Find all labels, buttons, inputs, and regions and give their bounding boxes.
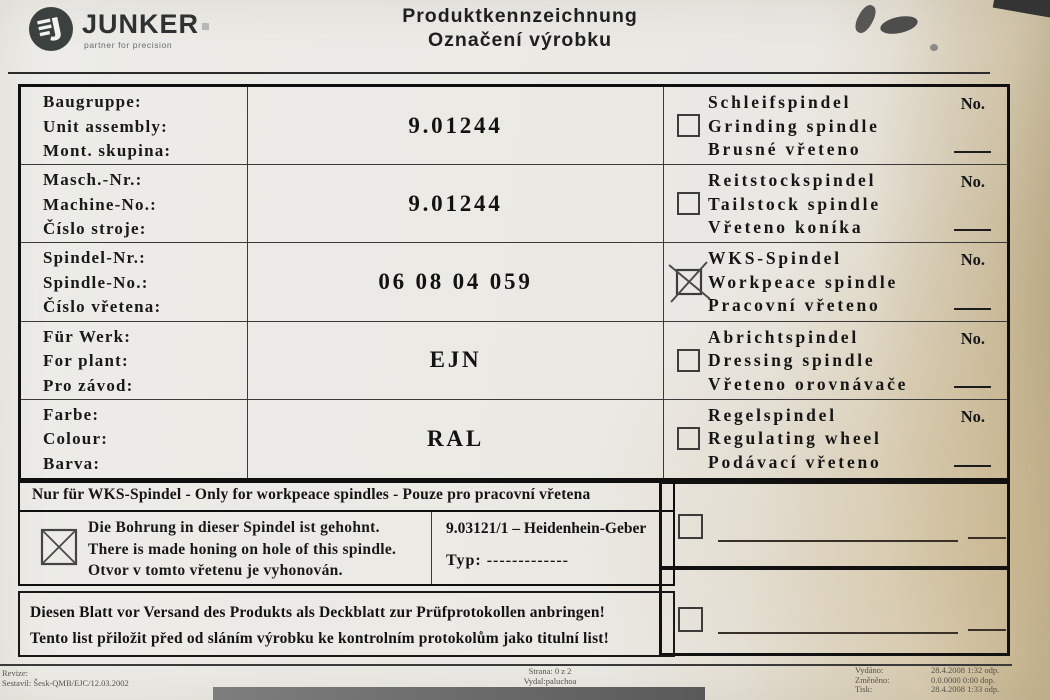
no-blank-line	[954, 308, 991, 310]
field-value: 9.01244	[408, 112, 503, 138]
no-blank-line	[954, 465, 991, 467]
option-label: Reitstockspindel	[708, 170, 877, 191]
page-line: Strana: 0 z 2	[528, 666, 572, 676]
brand-wordmark: JUNKER	[82, 9, 200, 39]
field-labels	[21, 243, 248, 320]
author-line: Sestavil: Šesk-QMB/EJC/12.03.2002	[2, 677, 129, 688]
spindle-option-labels	[708, 404, 882, 475]
field-value: 9.01244	[408, 190, 503, 216]
spindle-option-tailstock	[664, 165, 1007, 243]
checkbox-checked-icon	[40, 528, 78, 566]
checkbox-unchecked-icon	[678, 607, 703, 632]
field-label: Masch.-Nr.:	[43, 170, 143, 190]
option-label: Grinding spindle	[708, 115, 880, 136]
spindle-option-labels	[708, 91, 880, 162]
instruction-line-de: Diesen Blatt vor Versand des Produkts als Deckblatt zur Prüfprotokollen anbringen!	[30, 604, 606, 621]
encoder-cell	[432, 512, 673, 584]
field-row-machine-no	[21, 165, 663, 243]
registered-trademark-icon	[202, 23, 209, 30]
no-blank-line	[954, 151, 991, 153]
honing-line-en: There is made honing on hole of this spindle.	[88, 540, 397, 558]
option-label: Dressing spindle	[708, 350, 876, 371]
no-label: No.	[960, 172, 985, 192]
scan-stain	[879, 13, 919, 37]
instruction-note	[18, 591, 675, 657]
spindle-option-workpiece	[664, 243, 1007, 321]
form-title-de: Produktkennzeichnung	[402, 5, 638, 27]
field-row-spindle-no	[21, 243, 663, 321]
spindle-option-grinding	[664, 87, 1007, 165]
checkbox-unchecked-icon	[677, 192, 700, 215]
blank-write-line-short	[968, 537, 1006, 539]
form-title	[350, 4, 690, 52]
issued-label: Vydáno:	[855, 665, 884, 675]
honing-note-text	[88, 517, 396, 582]
issued-value: 28.4.2008 1:32 odp.	[931, 665, 1000, 675]
scan-stain	[930, 44, 938, 51]
field-labels	[21, 322, 248, 399]
field-label: Mont. skupina:	[43, 141, 172, 160]
no-blank-line	[954, 229, 991, 231]
field-label: Farbe:	[43, 404, 100, 424]
footer-dates-block	[855, 666, 999, 695]
option-label: Pracovní vřeteno	[708, 295, 881, 316]
field-row-for-plant	[21, 322, 663, 400]
spindle-option-regulating	[664, 400, 1007, 478]
checkbox-crossed-icon	[666, 259, 712, 305]
option-label: Abrichtspindel	[708, 326, 860, 347]
printed-label: Tisk:	[855, 684, 873, 694]
option-label: Vřeteno koníka	[708, 217, 864, 238]
spindle-option-labels	[708, 169, 881, 240]
field-label: Číslo stroje:	[43, 219, 147, 239]
field-label: For plant:	[43, 351, 129, 371]
blank-write-line-short	[968, 629, 1006, 631]
field-label: Colour:	[43, 429, 109, 449]
no-label: No.	[960, 250, 985, 270]
option-label: Vřeteno orovnávače	[708, 373, 909, 394]
scan-background-edge	[213, 687, 705, 700]
field-labels	[21, 400, 248, 478]
field-value: RAL	[427, 425, 484, 451]
product-id-table	[18, 84, 1010, 481]
field-row-unit-assembly	[21, 87, 663, 165]
field-label: Číslo vřetena:	[43, 297, 162, 317]
honing-line-cs: Otvor v tomto vřetenu je vyhonován.	[88, 562, 343, 579]
field-value: EJN	[429, 347, 482, 373]
field-label: Unit assembly:	[43, 116, 168, 136]
option-label: Workpeace spindle	[708, 271, 899, 292]
option-label: Brusné vřeteno	[708, 139, 862, 159]
blank-write-line	[718, 632, 958, 634]
scan-stain	[993, 0, 1050, 18]
field-label: Pro závod:	[43, 375, 134, 395]
spindle-option-labels	[708, 247, 898, 318]
footer-revision-block	[2, 669, 129, 688]
no-blank-line	[954, 386, 991, 388]
field-labels	[21, 165, 248, 242]
checkbox-unchecked-icon	[677, 349, 700, 372]
honing-note-cell	[20, 512, 432, 584]
honing-line-de: Die Bohrung in dieser Spindel ist gehohnt.	[88, 519, 380, 536]
checkbox-unchecked-icon	[678, 514, 703, 539]
field-label: Barva:	[43, 453, 101, 473]
field-label: Spindle-No.:	[43, 272, 149, 292]
changed-label: Změněno:	[855, 674, 890, 685]
type-field: Typ: -------------	[446, 552, 569, 569]
honing-section	[18, 510, 675, 586]
brand-tagline: partner for precision	[84, 40, 173, 50]
changed-value: 0.0.0000 0:00 dop.	[931, 674, 995, 685]
option-label: Regelspindel	[708, 404, 837, 425]
field-column	[21, 87, 663, 478]
option-label: Regulating wheel	[708, 428, 882, 449]
option-label: Schleifspindel	[708, 92, 852, 112]
no-label: No.	[960, 328, 985, 348]
junker-logo-icon	[27, 5, 75, 58]
field-label: Machine-No.:	[43, 194, 158, 214]
encoder-reference: 9.03121/1 – Heidenhein-Geber	[446, 520, 647, 537]
option-label: Tailstock spindle	[708, 193, 881, 214]
revision-label: Revize:	[2, 668, 28, 678]
spindle-option-dressing	[664, 322, 1007, 400]
scan-stain	[852, 2, 879, 36]
field-row-colour	[21, 400, 663, 478]
printed-value: 28.4.2008 1:33 odp.	[931, 684, 1000, 694]
instruction-line-cs: Tento list přiložit před od sláním výrobku ke kontrolním protokolům jako titulní list!	[30, 630, 610, 647]
field-label: Spindel-Nr.:	[43, 248, 147, 268]
blank-write-line	[718, 540, 958, 542]
blank-option-row	[659, 481, 1010, 569]
spindle-type-column	[663, 87, 1007, 478]
form-title-cs: Označení výrobku	[428, 29, 612, 51]
no-label: No.	[960, 94, 985, 113]
option-label: Podávací vřeteno	[708, 451, 882, 472]
no-label: No.	[960, 406, 985, 426]
blank-option-row	[659, 567, 1010, 656]
field-label: Für Werk:	[43, 326, 132, 346]
field-labels	[21, 87, 248, 164]
spindle-option-labels	[708, 326, 908, 397]
field-value: 06 08 04 059	[378, 268, 533, 294]
header-divider	[8, 72, 990, 74]
checkbox-unchecked-icon	[677, 114, 700, 137]
field-label: Baugruppe:	[43, 92, 142, 111]
checkbox-unchecked-icon	[677, 427, 700, 450]
issued-by-line: Vydal:paluchoa	[523, 675, 577, 686]
wks-only-banner: Nur für WKS-Spindel - Only for workpeace spindles - Pouze pro pracovní vřetena	[18, 481, 675, 512]
option-label: WKS-Spindel	[708, 248, 842, 269]
